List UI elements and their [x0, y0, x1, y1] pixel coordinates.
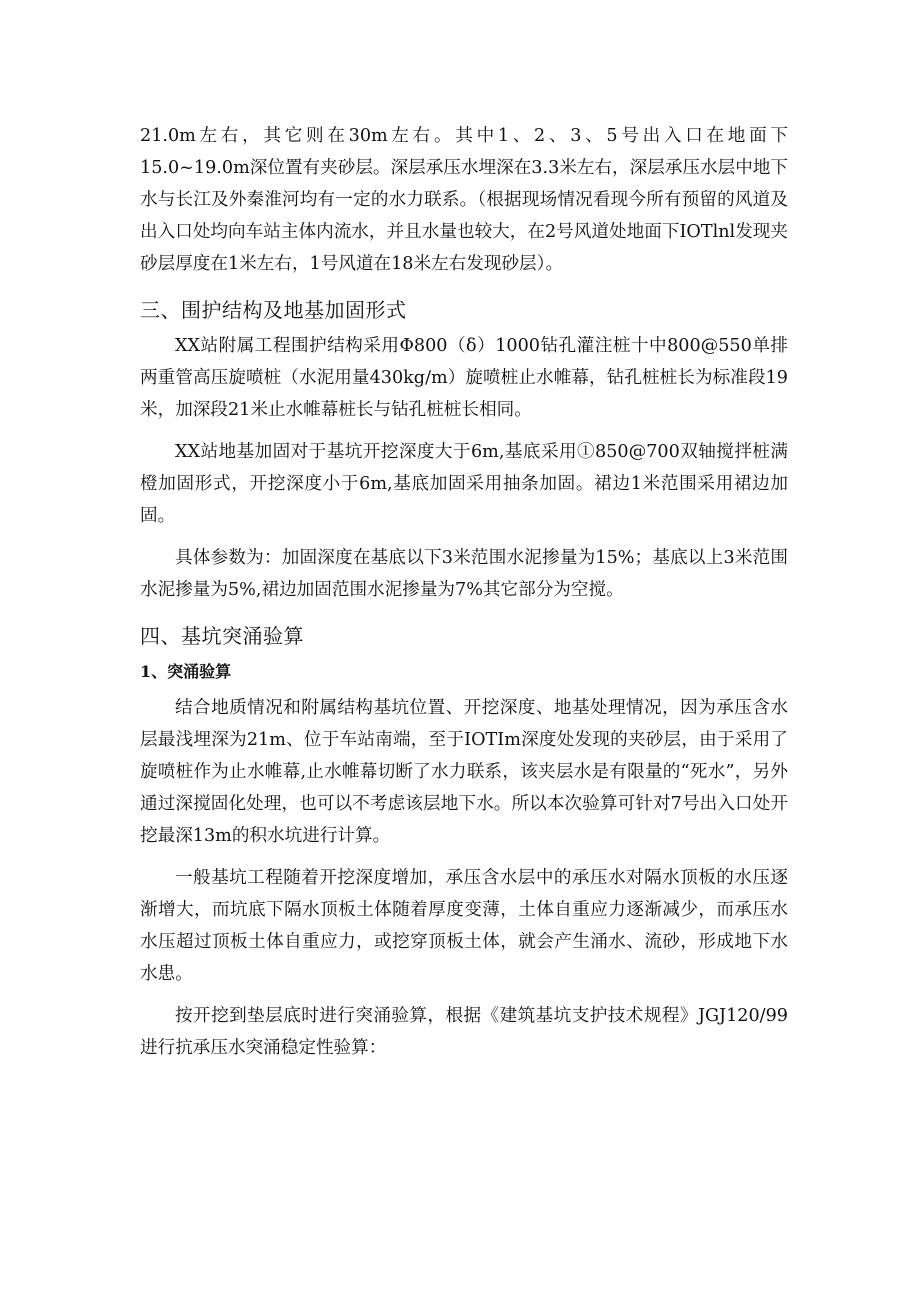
spacer — [140, 606, 788, 620]
spacer — [140, 426, 788, 436]
section-4-subheading: 1、突涌验算 — [140, 662, 232, 681]
section-3-heading: 三、围护结构及地基加固形式 — [140, 298, 407, 322]
section-4-paragraph-2: 一般基坑工程随着开挖深度增加，承压含水层中的承压水对隔水顶板的水压逐渐增大，而坑底下隔水顶板土体随着厚度变薄，土体自重应力逐渐减少，而承压水水压超过顶板土体自重应力，或挖穿顶板土体，就会产生涌水、流砂，形成地下水水患。 — [140, 868, 788, 984]
section-4-paragraph-1: 结合地质情况和附属结构基坑位置、开挖深度、地基处理情况，因为承压含水层最浅埋深为21m、位于车站南端，至于IOTIm深度处发现的夹砂层，由于采用了旋喷桩作为止水帷幕,止水帷幕切断了水力联系，该夹层水是有限量的“死水”，另外通过深搅固化处理，也可以不考虑该层地下水。所以本次验算可针对7号出入口处开挖最深13m的积水坑进行计算。 — [140, 698, 788, 846]
spacer — [140, 280, 788, 294]
section-3-paragraph-1: XX站附属工程围护结构采用Φ800（δ）1000钻孔灌注桩十中800@550单排两重管高压旋喷桩（水泥用量430kg∕m）旋喷桩止水帷幕，钻孔桩桩长为标准段19米，加深段21米止水帷幕桩长与钻孔桩桩长相同。 — [140, 336, 788, 420]
spacer — [140, 990, 788, 1000]
spacer — [140, 852, 788, 862]
continuation-paragraph: 21.0m左右，其它则在30m左右。其中1、2、3、5号出入口在地面下15.0~19.0m深位置有夹砂层。深层承压水埋深在3.3米左右，深层承压水层中地下水与长江及外秦淮河均有一定的水力联系。（根据现场情况看现今所有预留的风道及出入口处均向车站主体内流水，并且水量也较大，在2号风道处地面下IOTlnl发现夹砂层厚度在1米左右，1号风道在18米左右发现砂层）。 — [140, 126, 788, 274]
section-3-paragraph-3: 具体参数为：加固深度在基底以下3米范围水泥掺量为15%；基底以上3米范围水泥掺量为5%,裙边加固范围水泥掺量为7%其它部分为空搅。 — [140, 548, 788, 600]
spacer — [140, 532, 788, 542]
document-page — [140, 120, 788, 1064]
section-4-heading: 四、基坑突涌验算 — [140, 624, 304, 648]
section-4-paragraph-3: 按开挖到垫层底时进行突涌验算，根据《建筑基坑支护技术规程》JGJ120/99进行抗承压水突涌稳定性验算： — [140, 1006, 788, 1058]
section-3-paragraph-2: XX站地基加固对于基坑开挖深度大于6m,基底采用①850@700双轴搅拌桩满橙加固形式，开挖深度小于6m,基底加固采用抽条加固。裙边1米范围采用裙边加固。 — [140, 442, 788, 526]
